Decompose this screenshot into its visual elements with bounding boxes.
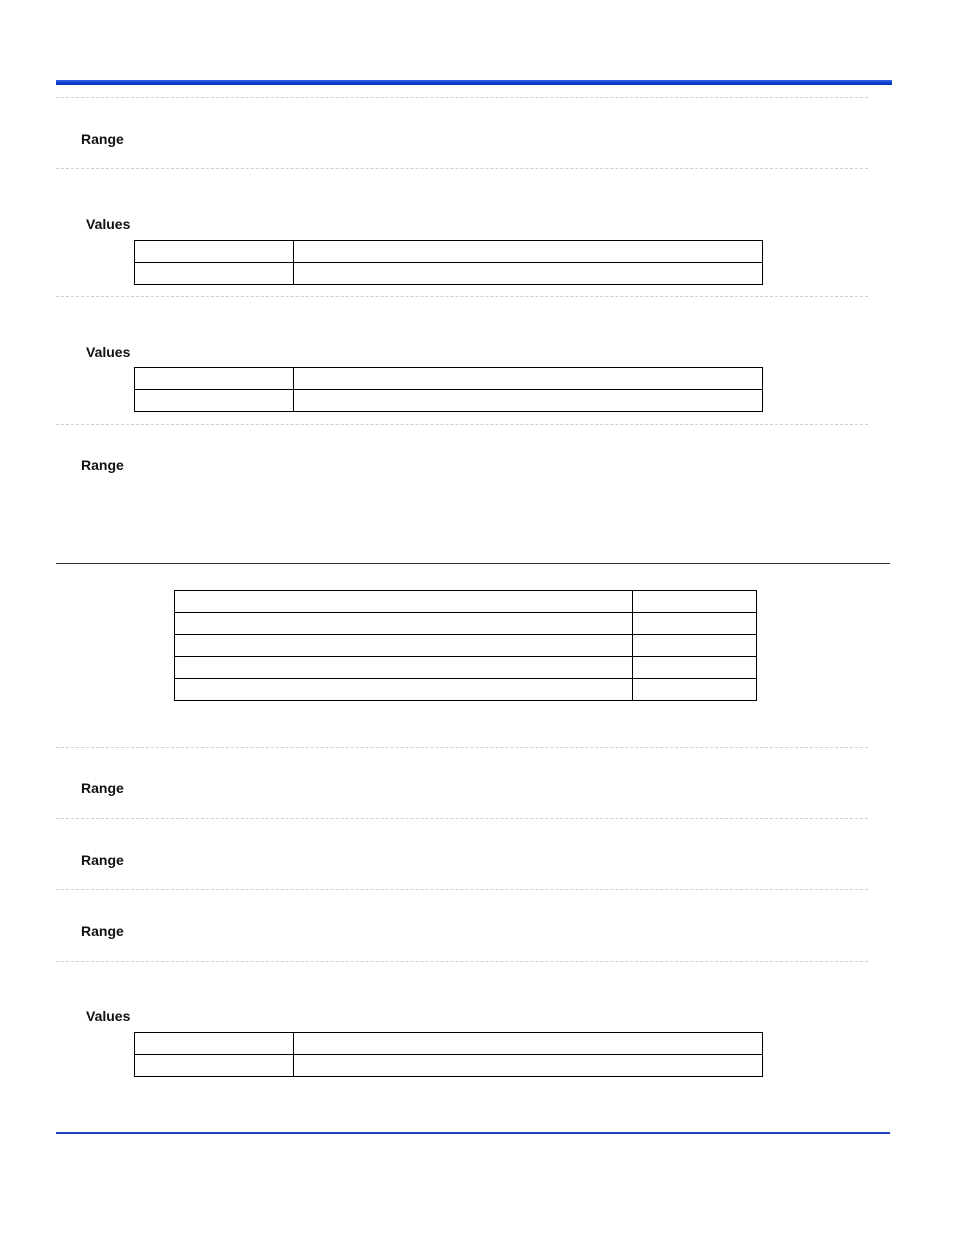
range-label: Range: [81, 780, 124, 796]
table-row: [135, 263, 763, 285]
range-label: Range: [81, 852, 124, 868]
table-cell: [294, 1033, 763, 1055]
values-table: [134, 1032, 763, 1077]
range-label: Range: [81, 457, 124, 473]
table-cell: [633, 613, 757, 635]
table-row: [135, 1055, 763, 1077]
values-table: [134, 367, 763, 412]
section-divider: [56, 424, 868, 425]
table-row: [175, 635, 757, 657]
table-row: [175, 679, 757, 701]
section-divider: [56, 296, 868, 297]
table-cell: [175, 591, 633, 613]
values-label: Values: [86, 344, 131, 360]
table-cell: [135, 368, 294, 390]
section-divider: [56, 889, 868, 890]
table-cell: [633, 657, 757, 679]
table-row: [175, 613, 757, 635]
range-label: Range: [81, 131, 124, 147]
table-cell: [294, 368, 763, 390]
table-row: [135, 241, 763, 263]
table-cell: [633, 591, 757, 613]
section-divider: [56, 818, 868, 819]
table-row: [175, 591, 757, 613]
section-divider: [56, 97, 868, 98]
table-cell: [175, 657, 633, 679]
center-table: [174, 590, 757, 701]
table-cell: [633, 679, 757, 701]
values-label: Values: [86, 1008, 131, 1024]
table-cell: [135, 263, 294, 285]
table-cell: [294, 263, 763, 285]
table-row: [135, 1033, 763, 1055]
header-bar: [56, 80, 892, 85]
section-rule: [56, 563, 890, 564]
section-divider: [56, 168, 868, 169]
table-cell: [175, 679, 633, 701]
values-table: [134, 240, 763, 285]
table-cell: [175, 613, 633, 635]
range-label: Range: [81, 923, 124, 939]
table-cell: [175, 635, 633, 657]
table-row: [175, 657, 757, 679]
section-divider: [56, 961, 868, 962]
table-cell: [294, 390, 763, 412]
table-cell: [135, 1055, 294, 1077]
table-cell: [135, 390, 294, 412]
section-divider: [56, 747, 868, 748]
table-cell: [294, 241, 763, 263]
footer-bar: [56, 1132, 890, 1134]
table-cell: [294, 1055, 763, 1077]
table-cell: [135, 1033, 294, 1055]
table-row: [135, 368, 763, 390]
table-cell: [633, 635, 757, 657]
table-row: [135, 390, 763, 412]
table-cell: [135, 241, 294, 263]
values-label: Values: [86, 216, 131, 232]
